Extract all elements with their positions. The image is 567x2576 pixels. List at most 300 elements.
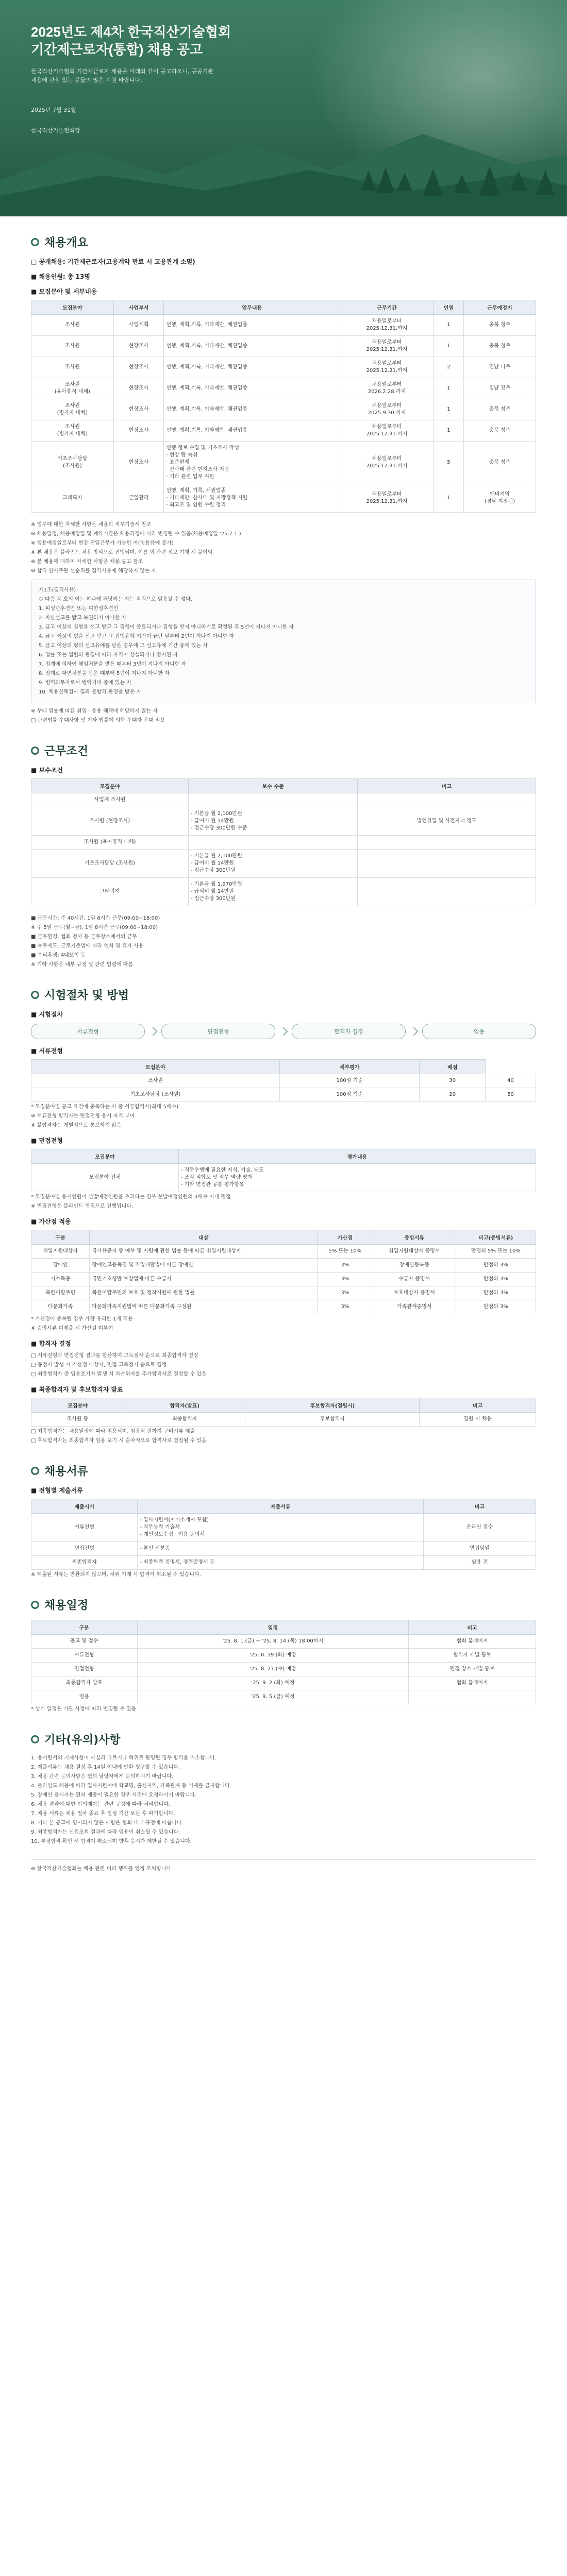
table-cell: 면접전형 [31, 1663, 138, 1676]
table-cell: 채용일로부터 2026.2.28.까지 [340, 378, 434, 399]
table-cell: 선행, 계획,기록, 기타제반, 채권업종 [164, 420, 340, 442]
circle-icon [31, 1601, 39, 1609]
interview-notes [31, 1193, 536, 1211]
process-flow [31, 1024, 536, 1039]
table-cell: 만점의 3% [456, 1273, 536, 1286]
table-row [31, 1663, 536, 1676]
hero-lead-line1: 한국직산기술협회 기간제근로자 채용을 아래와 같이 공고하오니, 공공기관 [31, 68, 213, 75]
bonus-title: ■ 가산점 적용 [31, 1218, 71, 1225]
eval-title: ■ 최종합격자 및 후보합격자 발표 [31, 1386, 123, 1393]
note-line: 3. 채용 관련 문의사항은 협회 담당자에게 문의하시기 바랍니다. [31, 1774, 174, 1780]
table-cell: 선행 정보 수집 및 기초조사 작성 · 현장 탐 녹취 · 표준편제 · 산사태 관련 현지조사 지원 · 기타 관련 업무 지원 [164, 442, 340, 484]
table-cell: 1 [433, 484, 463, 513]
table-row [31, 420, 536, 442]
table-cell: 결원 시 채용 [420, 1413, 536, 1427]
note-line: * 상기 일정은 기관 사정에 따라 변경될 수 있음 [31, 1706, 137, 1712]
section-title-schedule: 채용일정 [31, 1597, 536, 1613]
table-row [31, 1164, 536, 1192]
schedule-table [31, 1620, 536, 1704]
section-title-etc: 기타(유의)사항 [31, 1731, 536, 1747]
table-cell: 선행, 계획,기록, 기타제반, 채권업종 [164, 378, 340, 399]
table-cell: 채용일로부터 2025.12.31.까지 [340, 442, 434, 484]
content [0, 234, 567, 1892]
note-line: □ 최종합격자 중 임용포기자 발생 시 차순위자를 추가합격자로 결정할 수 있음 [31, 1371, 207, 1377]
note-line: 10. 채용신체검사 결과 불합격 판정을 받은 자 [39, 689, 142, 695]
table-row [31, 1556, 536, 1570]
table-cell: 최종합격자 발표 [31, 1676, 138, 1690]
note-line: ※ 합격 인사주관 선순위를 결격사유에 해당하지 않는 자 [31, 568, 157, 574]
pay-table-body [31, 793, 536, 906]
table-row [31, 1514, 536, 1542]
note-line: ※ 면접전형은 블라인드 면접으로 진행됩니다. [31, 1204, 134, 1209]
circle-icon [31, 1735, 39, 1743]
table-cell: 수급자 증명서 [373, 1273, 456, 1286]
section-title-work: 근무조건 [31, 742, 536, 758]
table-cell: 채용일로부터 2025.12.31.까지 [340, 315, 434, 336]
note-line: ※ 업무에 대한 자세한 사항은 채용의 직무기술서 참조 [31, 522, 152, 528]
circle-icon [31, 991, 39, 999]
table-cell: 5 [433, 442, 463, 484]
footer-note: ※ 한국직산기술협회는 채용 관련 비리 행위를 엄정 조치합니다. [31, 1859, 536, 1872]
note-line: * 가산점이 중복될 경우 가장 유리한 1개 적용 [31, 1316, 133, 1322]
apply-header [31, 1499, 536, 1514]
table-cell: 사업계 조사원 [31, 793, 189, 807]
table-row [31, 357, 536, 378]
table-row [31, 807, 536, 836]
hero-lead [31, 67, 299, 84]
circle-icon [31, 238, 39, 246]
table-cell: 충북 청주 [463, 442, 536, 484]
table-header-cell: 근무기간 [340, 300, 434, 315]
table-cell: 법인취업 및 사전자녀 정도 [358, 807, 536, 836]
table-cell: 경남 진주 [463, 378, 536, 399]
table-row [31, 850, 536, 878]
table-cell: 1 [433, 378, 463, 399]
table-header-cell: 후보합격자(결원시) [245, 1398, 420, 1413]
table-cell: 조사원 (현장조사) [31, 807, 189, 836]
table-cell: 선행, 계획, 기록, 채권업종 · 기타제반: 산사태 및 지방정책 지원 · 최고조 및 임원 수원 정리 [164, 484, 340, 513]
table-cell [358, 850, 536, 878]
table-cell: 기초조사담당 (조사원) [31, 850, 189, 878]
table-cell: 선행, 계획,기록, 기타제반, 채권업종 [164, 357, 340, 378]
table-cell: 1 [433, 399, 463, 420]
recruit-table-body [31, 315, 536, 513]
apply-table [31, 1499, 536, 1570]
hero-lead-line2: 채용에 관심 있는 분들의 많은 지원 바랍니다. [31, 77, 142, 83]
note-line: * 모집분야별 응시인원이 선발예정인원을 초과하는 경우 선발예정인원의 3배수 이내 면접 [31, 1194, 231, 1200]
circle-icon [31, 747, 39, 755]
table-cell: 근일관리 [113, 484, 164, 513]
table-cell: 채용일로부터 2025.12.31.까지 [340, 357, 434, 378]
recruit-table-header [31, 300, 536, 315]
table-header-cell: 증빙서류 [373, 1230, 456, 1245]
table-cell: 조사원 등 [31, 1413, 124, 1427]
table-row [31, 378, 536, 399]
hero-title [31, 23, 231, 58]
note-line: □ 최종합격자는 채용일정에 따라 임용되며, 임용일 전까지 구비서류 제출 [31, 1429, 195, 1434]
table-cell: 조사원 (육아휴직 대체) [31, 378, 114, 399]
table-cell: 서류전형 [31, 1649, 138, 1663]
hero-org: 한국직산기술협회장 [31, 127, 80, 134]
note-line: ■ 근무환경: 협회 청사 등 근무장소에서의 근무 [31, 934, 137, 940]
table-header-cell: 비고 [409, 1620, 536, 1635]
interview-title: ■ 면접전형 [31, 1137, 63, 1144]
bonus-header [31, 1230, 536, 1245]
table-row [31, 1300, 536, 1314]
note-line: □ 후보합격자는 최종합격자 임용 포기 시 순차적으로 합격자로 결정될 수 있음 [31, 1438, 207, 1444]
hero-banner [0, 0, 567, 216]
overview-table-title: ■ 모집분야 및 세부내용 [31, 288, 97, 295]
note-line: 4. 블라인드 채용에 따라 입사지원서에 학교명, 출신지역, 가족관계 등 기재를 금지합니다. [31, 1783, 231, 1789]
table-row [31, 1690, 536, 1704]
table-cell [358, 836, 536, 850]
process-step: 면접전형 [161, 1024, 275, 1039]
note-line: 7. 채용 서류는 채용 절차 종료 후 일정 기간 보관 후 파기합니다. [31, 1811, 175, 1817]
overview-notes [31, 521, 536, 575]
table-cell: - 기본급 월 1,970만원 - 급식비 월 14만원 - 정근수당 300만원 [189, 878, 358, 906]
table-row [31, 836, 536, 850]
table-cell: 장애인등록증 [373, 1259, 456, 1273]
preference-list [31, 707, 536, 725]
note-line: ※ 우대 법률에 따른 취업 · 응용 혜택에 해당하지 않는 자 [31, 708, 158, 714]
table-cell: 면접당일 [424, 1542, 536, 1556]
note-line: 6. 채용 결과에 대한 이의제기는 관련 규정에 따라 처리합니다. [31, 1802, 170, 1807]
table-cell: 3% [318, 1300, 373, 1314]
note-line: 10. 부정합격 확인 시 합격이 취소되며 향후 응시가 제한될 수 있습니다. [31, 1839, 192, 1844]
table-cell: 사업계획 [113, 315, 164, 336]
apply-body [31, 1514, 536, 1570]
table-cell: 공고 및 접수 [31, 1635, 138, 1649]
table-cell [189, 793, 358, 807]
table-cell: '25. 8. 19.(화) 예정 [137, 1649, 409, 1663]
flow-title: ■ 시험절차 [31, 1011, 63, 1018]
table-header-cell: 모집분야 [31, 779, 189, 793]
table-header-cell: 모집분야 [31, 1060, 280, 1074]
table-cell: 5% 또는 10% [318, 1245, 373, 1259]
pay-table-header [31, 779, 536, 793]
table-cell: 현장조사 [113, 378, 164, 399]
table-cell: 모집분야 전체 [31, 1164, 179, 1192]
table-cell: - 본인 신분증 [138, 1542, 424, 1556]
table-cell: 임용 [31, 1690, 138, 1704]
table-cell: '25. 9. 5.(금) 예정 [137, 1690, 409, 1704]
note-line: 1. 응시원서의 기재사항이 사실과 다르거나 허위로 판명될 경우 합격을 취소합니다. [31, 1755, 217, 1761]
table-header-cell: 비고(증빙서류) [456, 1230, 536, 1245]
table-cell: 충북 청주 [463, 336, 536, 357]
table-cell: 선행, 계획,기록, 기타제반, 채권업종 [164, 399, 340, 420]
table-cell: 2 [433, 357, 463, 378]
table-cell: 저소득층 [31, 1273, 90, 1286]
table-cell: 후보합격자 [245, 1413, 420, 1427]
table-row [31, 793, 536, 807]
schedule-notes [31, 1705, 536, 1714]
table-row [31, 442, 536, 484]
eval-body [31, 1413, 536, 1427]
table-cell: 조사원 (병가자 대체) [31, 399, 114, 420]
note-line: ■ 복리후생: 4대보험 등 [31, 953, 86, 958]
note-line: ■ 복무제도: 근로기준법에 따라 연차 및 휴가 사용 [31, 943, 144, 949]
table-cell: 면접 장소 개별 통보 [409, 1663, 536, 1676]
note-line: 9. 최종합격자는 신원조회 결과에 따라 임용이 취소될 수 있습니다. [31, 1829, 180, 1835]
table-row [31, 1074, 536, 1088]
qualification-list [39, 596, 528, 697]
note-line: 7. 징계에 의하여 해임처분을 받은 때부터 3년이 지나지 아니한 자 [39, 662, 187, 667]
note-line: □ 관련법률 우대사항 및 기타 법률에 의한 우대자 우대 적용 [31, 718, 165, 723]
table-cell: 충북 청주 [463, 420, 536, 442]
table-cell: 합격자 개별 통보 [409, 1649, 536, 1663]
arrow-right-icon [279, 1027, 288, 1036]
arrow-right-icon [410, 1027, 419, 1036]
table-cell: 충북 청주 [463, 315, 536, 336]
table-cell: 50 [486, 1088, 536, 1102]
table-cell: 채용일로부터 2025.9.30.까지 [340, 399, 434, 420]
note-line: 3. 금고 이상의 실형을 선고 받고 그 집행이 종료되거나 집행을 받지 아니하기로 확정된 후 5년이 지나지 아니한 자 [39, 624, 294, 630]
section-title-apply: 채용서류 [31, 1463, 536, 1479]
overview-headline: □ 공개채용: 기간제근로자(고용계약 만료 시 고용관계 소멸) [31, 258, 195, 265]
note-line: 4. 금고 이상의 형을 선고 받고 그 집행유예 기간이 끝난 날부터 2년이 지나지 아니한 자 [39, 634, 235, 639]
process-step: 서류전형 [31, 1024, 145, 1039]
interview-header [31, 1149, 536, 1164]
table-header-cell: 구분 [31, 1230, 90, 1245]
note-line: ■ 근무시간: 주 40시간, 1일 8시간 근무(09:00~18:00) [31, 916, 160, 921]
eval-table [31, 1398, 536, 1427]
hero-date: 2025년 7월 31일 [31, 107, 76, 113]
note-line: 2. 파산선고를 받고 복권되지 아니한 자 [39, 615, 127, 621]
table-cell: 100점 기준 [279, 1088, 420, 1102]
circle-icon [31, 1467, 39, 1475]
note-line: ※ 제출된 서류는 반환되지 않으며, 허위 기재 시 합격이 취소될 수 있습니다. [31, 1572, 201, 1578]
table-header-cell: 모집분야 [31, 1398, 124, 1413]
table-cell: 다문화가족 [31, 1300, 90, 1314]
table-header-cell: 제출서류 [138, 1499, 424, 1514]
decision-title: ■ 합격자 결정 [31, 1340, 71, 1347]
table-cell: 협회 홈페이지 [409, 1635, 536, 1649]
table-header-cell: 모집분야 [31, 1149, 179, 1164]
note-line: ※ 증빙서류 미제출 시 가산점 미부여 [31, 1326, 113, 1331]
table-cell: - 기본급 월 2,100만원 - 급여비 월 14만원 - 정근수당 300만원 수준 [189, 807, 358, 836]
table-cell: 조사원 [31, 1074, 280, 1088]
table-cell: 충북 청주 [463, 399, 536, 420]
hero-title-line1: 2025년도 제4차 한국직산기술협회 [31, 24, 231, 40]
table-row [31, 878, 536, 906]
table-cell: - 입사지원서(자기소개서 포함) - 직무능력 기술서 - 개인정보수집 · 이용 동의서 [138, 1514, 424, 1542]
table-cell: 현장조사 [113, 442, 164, 484]
schedule-header [31, 1620, 536, 1635]
table-cell: 기초조사담당 (조사원) [31, 442, 114, 484]
table-cell: 조사원 (육아휴직 대체) [31, 836, 189, 850]
bonus-table [31, 1230, 536, 1314]
doc-screen-table [31, 1059, 536, 1102]
table-cell: 만점의 3% [456, 1259, 536, 1273]
table-cell: 현장조사 [113, 399, 164, 420]
table-row [31, 315, 536, 336]
note-line: ※ 채용일정, 채용예정일 및 계약기간은 채용과정에 따라 변경될 수 있음(채용예정일 '25.7.1.) [31, 531, 241, 537]
table-row [31, 1676, 536, 1690]
table-header-cell: 가산점 [318, 1230, 373, 1245]
note-line: 8. 징계로 파면처분을 받은 때부터 5년이 지나지 아니한 자 [39, 671, 170, 676]
table-header-cell: 제출시기 [31, 1499, 138, 1514]
eval-header [31, 1398, 536, 1413]
table-cell: 조사원 [31, 357, 114, 378]
table-cell: 서류전형 [31, 1514, 138, 1542]
table-cell [358, 878, 536, 906]
eval-notes [31, 1428, 536, 1445]
table-cell: 채용일로부터 2025.12.31.까지 [340, 420, 434, 442]
note-line: 5. 금고 이상의 형의 선고유예를 받은 경우에 그 선고유예 기간 중에 있는 자 [39, 643, 208, 649]
doc-screen-header [31, 1060, 536, 1074]
table-header-cell: 보수 수준 [189, 779, 358, 793]
table-row [31, 336, 536, 357]
bonus-body [31, 1245, 536, 1314]
table-header-cell: 업무내용 [164, 300, 340, 315]
table-cell: 취업지원대상자 증명서 [373, 1245, 456, 1259]
table-header-cell: 합격자(발표) [124, 1398, 245, 1413]
table-cell: 100점 기준 [279, 1074, 420, 1088]
note-line: 2. 제출서류는 채용 결정 후 14일 이내에 반환 청구할 수 있습니다. [31, 1765, 180, 1770]
note-line: ※ 주 5일 근무(월~금), 1일 8시간 근무(09:00~18:00) [31, 925, 158, 930]
table-header-cell: 평가내용 [178, 1149, 536, 1164]
table-cell: 협회 홈페이지 [409, 1676, 536, 1690]
pay-table [31, 778, 536, 906]
qualification-title: 제1조(결격사유) [39, 587, 76, 593]
note-line: ※ 기타 사항은 내부 규정 및 관련 법령에 따름 [31, 962, 134, 968]
table-cell: 취업지원대상자 [31, 1245, 90, 1259]
bonus-notes [31, 1315, 536, 1333]
table-cell: 그래픽지 [31, 878, 189, 906]
table-cell: - 직무수행에 필요한 지식, 기술, 태도 - 조직 적합도 및 직무 역량 평가 - 기타 면접관 공통 평가항목 [178, 1164, 536, 1192]
table-cell: 국민기초생활 보장법에 따른 수급자 [90, 1273, 318, 1286]
note-line: ※ 임용예정일로부터 현장 진입근무가 가능한 자(임용유예 불가) [31, 540, 174, 546]
schedule-body [31, 1635, 536, 1704]
table-cell: 채용일로부터 2025.12.31.까지 [340, 484, 434, 513]
table-cell: 현장조사 [113, 357, 164, 378]
table-cell: 장애인 [31, 1259, 90, 1273]
table-row [31, 1413, 536, 1427]
table-cell: 기초조사담당 (조사원) [31, 1088, 280, 1102]
apply-title: ■ 전형별 제출서류 [31, 1487, 83, 1494]
process-step: 합격자 결정 [292, 1024, 406, 1039]
work-notes [31, 914, 536, 969]
table-cell: 예비지역 (경남 지정됨) [463, 484, 536, 513]
table-cell: 20 [420, 1088, 486, 1102]
table-cell: 그래픽지 [31, 484, 114, 513]
note-line: ① 다음 각 호의 어느 하나에 해당하는 자는 직원으로 임용될 수 없다. [39, 597, 193, 602]
interview-body [31, 1164, 536, 1192]
note-line: * 모집분야별 공고 요건에 충족하는 자 중 서류합격자(최대 5배수) [31, 1104, 179, 1110]
section-title-overview: 채용개요 [31, 234, 536, 250]
table-cell: 북한이탈주민 [31, 1286, 90, 1300]
table-cell: 다문화가족지원법에 따른 다문화가족 구성원 [90, 1300, 318, 1314]
table-header-cell: 세부평가 [279, 1060, 420, 1074]
note-line: □ 서류전형과 면접전형 결과를 합산하여 고득점자 순으로 최종합격자 결정 [31, 1353, 198, 1359]
work-table-title: ■ 보수조건 [31, 767, 63, 774]
table-cell: 온라인 접수 [424, 1514, 536, 1542]
section-title-process: 시험절차 및 방법 [31, 987, 536, 1003]
table-cell: 3% [318, 1259, 373, 1273]
table-cell: 북한이탈주민의 보호 및 정착지원에 관한 법률 [90, 1286, 318, 1300]
table-cell: 최종합격자 [31, 1556, 138, 1570]
table-cell: - 기본급 월 2,100만원 - 급여비 월 14만원 - 정근수당 300만원 [189, 850, 358, 878]
note-line: ※ 서류전형 합격자는 면접전형 응시 자격 부여 [31, 1113, 135, 1119]
table-cell: 가족관계증명서 [373, 1300, 456, 1314]
table-header-cell: 구분 [31, 1620, 138, 1635]
table-header-cell: 비고 [424, 1499, 536, 1514]
table-cell: 만점의 5% 또는 10% [456, 1245, 536, 1259]
table-cell [189, 836, 358, 850]
table-cell: - 최종학력 증명서, 경력증명서 등 [138, 1556, 424, 1570]
etc-list [31, 1754, 536, 1846]
table-row [31, 1649, 536, 1663]
table-cell: 장애인고용촉진 및 직업재활법에 따른 장애인 [90, 1259, 318, 1273]
table-row [31, 1088, 536, 1102]
table-header-cell: 비고 [420, 1398, 536, 1413]
recruit-table [31, 300, 536, 513]
apply-notes [31, 1571, 536, 1579]
table-header-cell: 사업부서 [113, 300, 164, 315]
table-row [31, 1542, 536, 1556]
note-line: ※ 본 채용은 블라인드 채용 방식으로 진행되며, 이름 외 관련 정보 기재 시 불이익 [31, 550, 213, 555]
table-cell: 3% [318, 1273, 373, 1286]
hero-title-line2: 기간제근로자(통합) 채용 공고 [31, 42, 203, 57]
table-cell: 임용 전 [424, 1556, 536, 1570]
table-cell: 1 [433, 315, 463, 336]
table-cell: 1 [433, 336, 463, 357]
table-cell: 조사원 [31, 336, 114, 357]
table-cell: '25. 9. 2.(화) 예정 [137, 1676, 409, 1690]
table-header-cell: 인원 [433, 300, 463, 315]
table-row [31, 1635, 536, 1649]
table-cell: '25. 8. 27.(수) 예정 [137, 1663, 409, 1676]
table-cell [358, 793, 536, 807]
table-cell: 선행, 계획,기록, 기타제반, 채권업종 [164, 315, 340, 336]
table-row [31, 1245, 536, 1259]
table-row [31, 399, 536, 420]
table-header-cell: 모집분야 [31, 300, 114, 315]
table-row [31, 1286, 536, 1300]
table-cell: 전남 나주 [463, 357, 536, 378]
note-line: ※ 본 채용에 대하여 자세한 사항은 채용 공고 참조 [31, 559, 143, 565]
qualification-box [31, 580, 536, 703]
table-cell: 30 [420, 1074, 486, 1088]
table-row [31, 484, 536, 513]
table-cell: 조사원 (병가자 대체) [31, 420, 114, 442]
table-cell: 40 [486, 1074, 536, 1088]
table-row [31, 1259, 536, 1273]
table-cell [409, 1690, 536, 1704]
table-cell: '25. 8. 1.(금) ~ '25. 8. 14.(목) 18:00까지 [137, 1635, 409, 1649]
table-header-cell: 배점 [420, 1060, 486, 1074]
table-row [31, 1273, 536, 1286]
table-cell: 만점의 3% [456, 1286, 536, 1300]
note-line: 6. 법률 또는 법원의 판결에 따라 자격이 상실되거나 정지된 자 [39, 652, 178, 658]
table-cell: 현장조사 [113, 420, 164, 442]
decision-list [31, 1352, 536, 1379]
note-line: 9. 병역의무자로서 병역기피 중에 있는 자 [39, 680, 131, 686]
table-cell: 보호대상자 증명서 [373, 1286, 456, 1300]
note-line: 8. 기타 본 공고에 명시되지 않은 사항은 협회 내부 규정에 따릅니다. [31, 1820, 184, 1826]
note-line: ※ 불합격자는 개별적으로 통보하지 않음 [31, 1123, 122, 1128]
interview-table [31, 1149, 536, 1192]
table-cell: 만점의 3% [456, 1300, 536, 1314]
process-step: 임용 [422, 1024, 536, 1039]
table-header-cell: 대상 [90, 1230, 318, 1245]
arrow-right-icon [149, 1027, 158, 1036]
table-cell: 최종합격자 [124, 1413, 245, 1427]
mountain-illustration [0, 113, 567, 216]
doc-screen-title: ■ 서류전형 [31, 1047, 63, 1055]
note-line: 5. 장애인 응시자는 편의 제공이 필요한 경우 사전에 요청하시기 바랍니다. [31, 1792, 197, 1798]
note-line: 1. 피성년후견인 또는 피한정후견인 [39, 606, 119, 612]
